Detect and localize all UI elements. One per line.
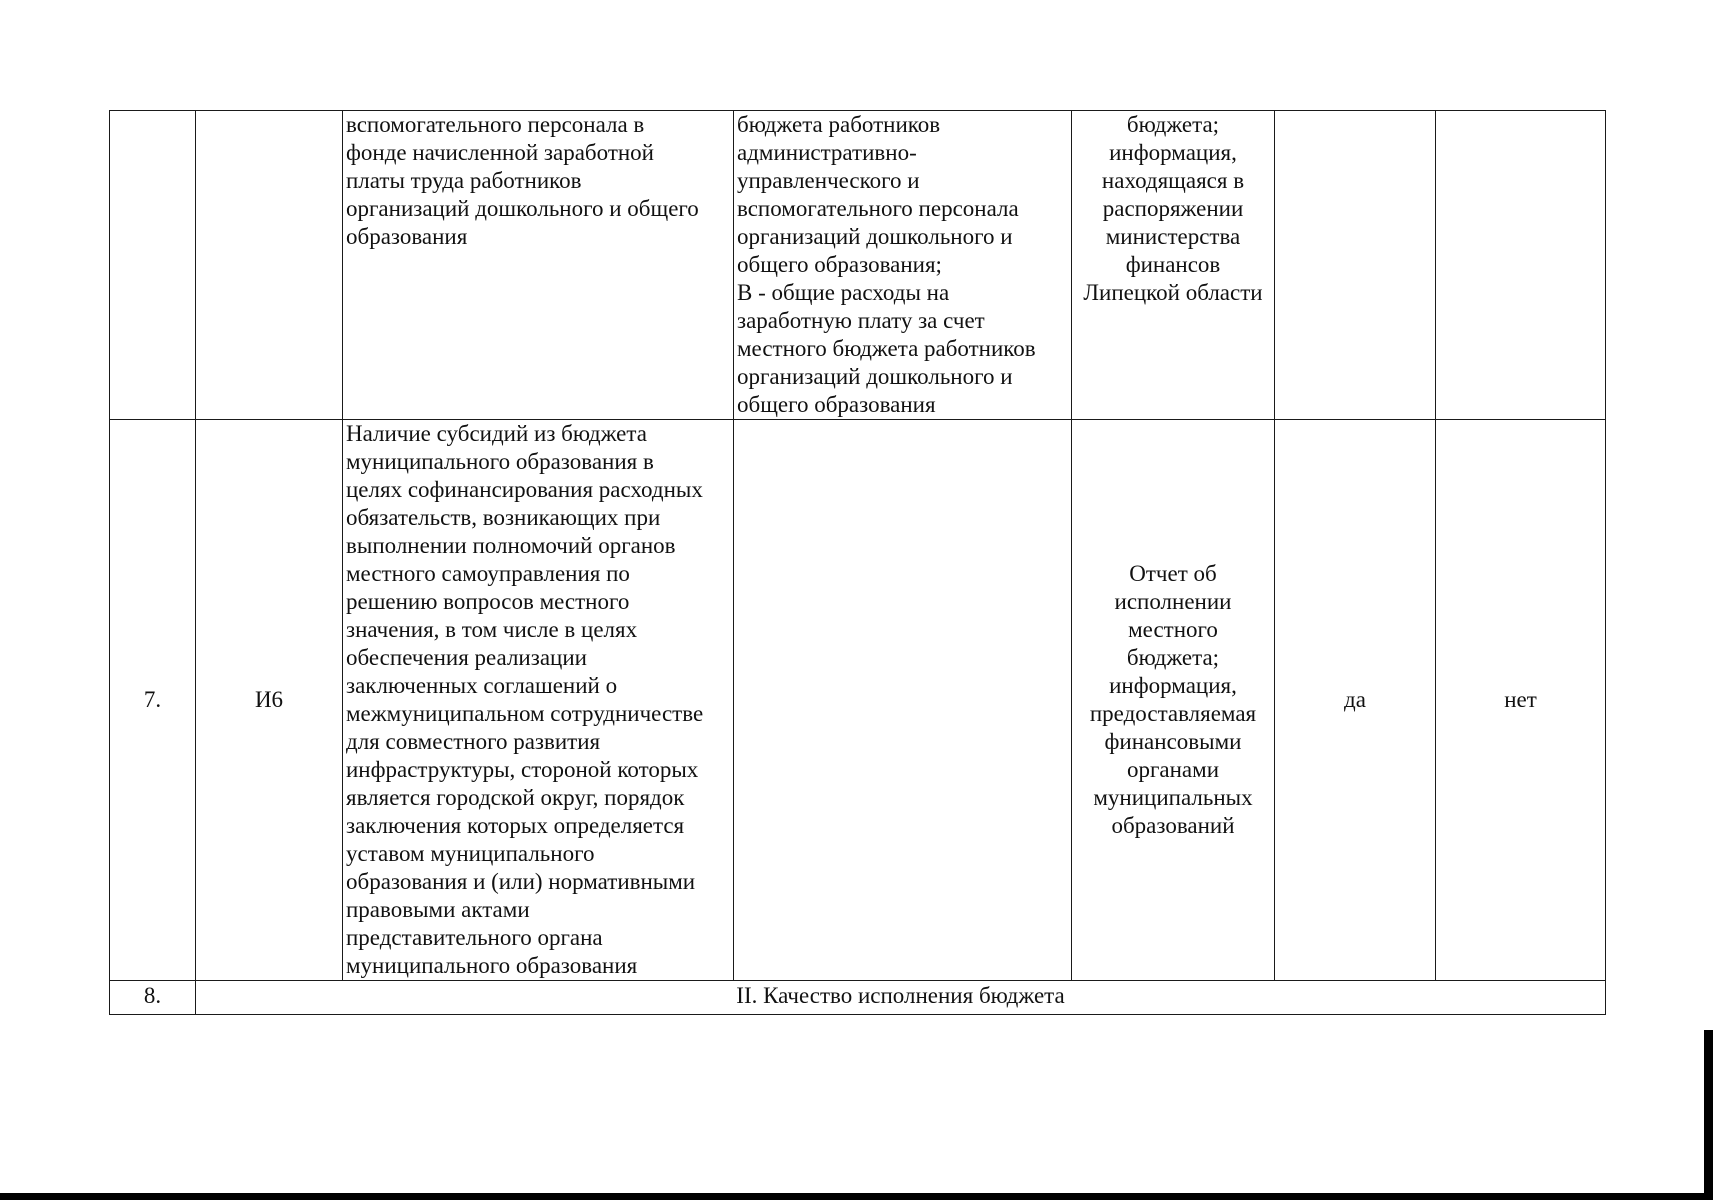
row-number-cell: 7. — [110, 420, 196, 981]
value-yes-cell: да — [1275, 420, 1436, 981]
data-source-cell: Отчет об исполнении местного бюджета; информация, предоставляемая финансовыми органами муниципальных образований — [1072, 420, 1275, 981]
criteria-table — [109, 110, 1606, 1015]
formula-cell: бюджета работников административно- управленческого и вспомогательного персонала организаций дошкольного и общего образования; В - общие расходы на заработную плату за счет местного бюджета работников организаций дошкольного и общего образования — [734, 111, 1072, 420]
section-title-cell: II. Качество исполнения бюджета — [196, 981, 1606, 1015]
table-row-8 — [110, 981, 1606, 1015]
indicator-description-cell: Наличие субсидий из бюджета муниципального образования в целях софинансирования расходных обязательств, возникающих при выполнении полномочий органов местного самоуправления по решению вопросов местного значения, в том числе в целях обеспечения реализации заключенных соглашений о межмуниципальном сотрудничестве для совместного развития инфраструктуры, стороной которых является городской округ, порядок заключения которых определяется уставом муниципального образования и (или) нормативными правовыми актами представительного органа муниципального образования — [343, 420, 734, 981]
row-number-cell: 8. — [110, 981, 196, 1015]
indicator-code-cell: И6 — [196, 420, 343, 981]
indicator-description-cell: вспомогательного персонала в фонде начисленной заработной платы труда работников организаций дошкольного и общего образования — [343, 111, 734, 420]
scan-edge-right — [1704, 1030, 1713, 1200]
data-source-cell: бюджета; информация, находящаяся в распоряжении министерства финансов Липецкой области — [1072, 111, 1275, 420]
value-no-cell: нет — [1436, 420, 1606, 981]
value-no-cell — [1436, 111, 1606, 420]
indicator-code-cell — [196, 111, 343, 420]
table-row-continuation — [110, 111, 1606, 420]
row-number-cell — [110, 111, 196, 420]
table-row-7 — [110, 420, 1606, 981]
formula-cell — [734, 420, 1072, 981]
value-yes-cell — [1275, 111, 1436, 420]
scan-edge-bottom — [0, 1193, 1713, 1200]
